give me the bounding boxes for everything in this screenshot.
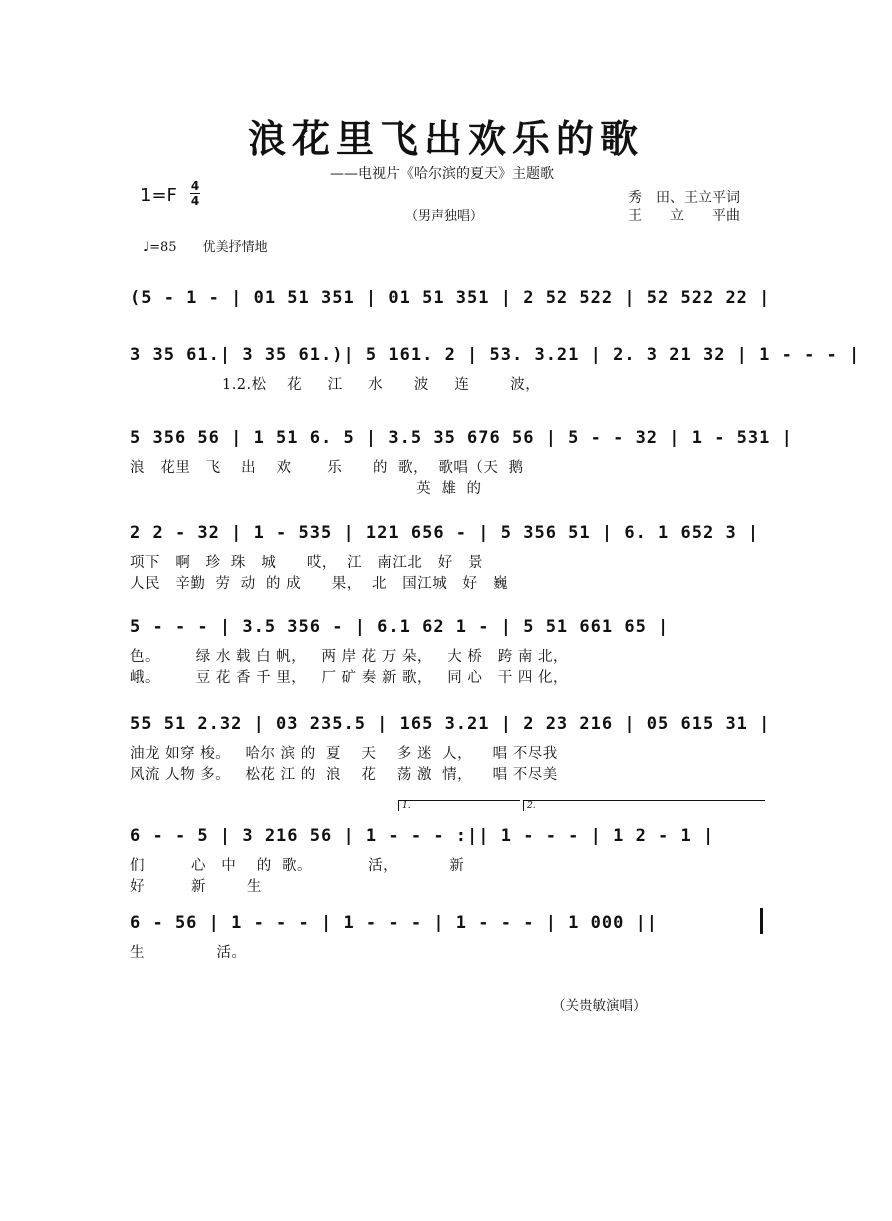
lyric-line-1: 浪 花里 飞 出 欢 乐 的 歌， 歌唱（天 鹅	[130, 460, 524, 476]
lyric-line-1: 生 活。	[130, 945, 247, 961]
notation-line: 6 - 56 | 1 - - - | 1 - - - | 1 - - - | 1 000 ||	[130, 913, 659, 933]
key-signature: 1=F	[140, 185, 177, 206]
meter-bottom: 4	[190, 194, 200, 208]
time-signature	[190, 180, 200, 207]
lyric-line-2: 峨。 豆 花 香 千 里， 厂 矿 奏 新 歌， 同 心 干 四 化，	[130, 670, 568, 686]
lyric-line-2: 英 雄 的	[130, 481, 482, 497]
lyric-line-2: 风流 人物 多。 松花 江 的 浪 花 荡 激 情， 唱 不尽美	[130, 767, 558, 783]
tempo-marking: ♩=85 优美抒情地	[143, 240, 268, 255]
notation-line: (5 - 1 - | 01 51 351 | 01 51 351 | 2 52 522 | 52 522 22 |	[130, 288, 771, 308]
lyric-line-1: 1.2.松 花 江 水 波 连 波，	[130, 377, 541, 393]
score-row-4	[130, 523, 765, 593]
notation-line: 2 2 - 32 | 1 - 535 | 121 656 - | 5 356 51 | 6. 1 652 3 |	[130, 523, 760, 543]
score-row-8	[130, 913, 765, 963]
lyricist-credit: 秀 田、王立平词	[628, 190, 740, 206]
score-row-6	[130, 714, 771, 784]
lyric-line-1: 们 心 中 的 歌。 活， 新	[130, 858, 465, 874]
second-ending-bracket: 2.	[523, 800, 765, 811]
score-row-2	[130, 345, 861, 405]
notation-line: 6 - - 5 | 3 216 56 | 1 - - - :|| 1 - - - | 1 2 - 1 |	[130, 826, 715, 846]
lyric-line-2: 好 新 生	[130, 879, 262, 895]
voice-type: （男声独唱）	[405, 209, 484, 224]
score-row-1	[130, 288, 771, 328]
song-subtitle: ——电视片《哈尔滨的夏天》主题歌	[330, 166, 554, 182]
final-barline	[760, 908, 763, 934]
lyric-line-1: 色。 绿 水 载 白 帆， 两 岸 花 万 朵， 大 桥 跨 南 北，	[130, 649, 568, 665]
lyric-line-2: 人民 辛勤 劳 动 的 成 果， 北 国江城 好 巍	[130, 576, 508, 592]
song-title: 浪花里飞出欢乐的歌	[247, 116, 644, 161]
notation-line: 55 51 2.32 | 03 235.5 | 165 3.21 | 2 23 216 | 05 615 31 |	[130, 714, 771, 734]
notation-line: 5 356 56 | 1 51 6. 5 | 3.5 35 676 56 | 5 - - 32 | 1 - 531 |	[130, 428, 793, 448]
lyric-line-1: 油龙 如穿 梭。 哈尔 滨 的 夏 天 多 迷 人， 唱 不尽我	[130, 746, 558, 762]
performer-credit: （关贵敏演唱）	[552, 998, 647, 1014]
notation-line: 5 - - - | 3.5 356 - | 6.1 62 1 - | 5 51 661 65 |	[130, 617, 670, 637]
composer-credit: 王 立 平曲	[628, 208, 740, 224]
lyric-line-1: 项下 啊 珍 珠 城 哎， 江 南江北 好 景	[130, 555, 484, 571]
meter-top: 4	[190, 179, 200, 193]
score-row-3	[130, 428, 793, 498]
notation-line: 3 35 61.| 3 35 61.)| 5 161. 2 | 53. 3.21 | 2. 3 21 32 | 1 - - - |	[130, 345, 861, 365]
score-row-5	[130, 617, 765, 687]
first-ending-bracket: 1.	[398, 800, 520, 811]
score-row-7	[130, 826, 765, 896]
